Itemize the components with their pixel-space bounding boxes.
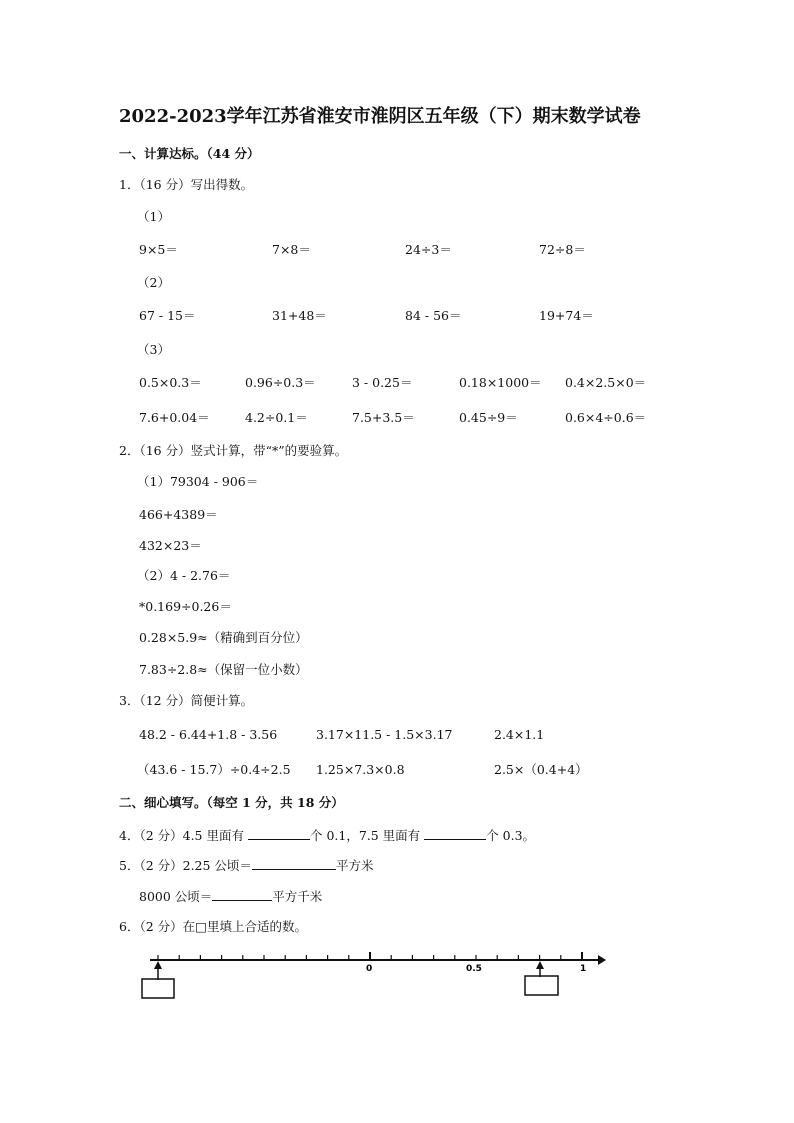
q4-line [119,827,535,844]
q5-line-2 [139,888,322,905]
q3-item: 2.4×1.1 [494,727,545,742]
q1-part3-item: 7.6+0.04＝ [139,410,210,425]
number-line-arrowhead [598,955,606,965]
q3-item: 1.25×7.3×0.8 [316,762,405,777]
q3-stem: 3．（12 分）简便计算。 [119,693,254,708]
q4-text-c: 个 0.3。 [486,828,536,843]
q3-item: （43.6 - 15.7）÷0.4÷2.5 [137,762,291,777]
q5-text-a: 5．（2 分）2.25 公顷＝ [119,858,252,873]
q1-part1-item: 24÷3＝ [405,242,452,257]
q4-answer-blank-1[interactable] [248,827,310,840]
q1-part1-item: 9×5＝ [139,242,178,257]
q1-part3-label: （3） [137,342,170,357]
tick-label-0.5: 0.5 [466,964,482,974]
section-2-heading: 二、细心填写。（每空 1 分，共 18 分） [119,795,344,810]
q1-part1-label: （1） [137,209,170,224]
q4-text-b: 个 0.1，7.5 里面有 [309,828,421,843]
q1-part2-item: 19+74＝ [539,308,594,323]
q1-part3-item: 0.6×4÷0.6＝ [565,410,647,425]
section-1-heading: 一、计算达标。（44 分） [119,146,260,161]
q1-part2-label: （2） [137,275,170,290]
tick-label-0: 0 [366,964,373,974]
q4-answer-blank-2[interactable] [424,827,486,840]
left-pointer-arrowhead [154,961,162,969]
q3-item: 48.2 - 6.44+1.8 - 3.56 [139,727,278,742]
q2-line: 0.28×5.9≈（精确到百分位） [139,630,308,645]
q1-stem: 1．（16 分）写出得数。 [119,177,254,192]
right-pointer-arrowhead [536,961,544,969]
q1-part3-item: 0.4×2.5×0＝ [565,375,647,390]
q1-part3-item: 4.2÷0.1＝ [245,410,308,425]
q1-part3-item: 0.18×1000＝ [459,375,542,390]
q3-item: 3.17×11.5 - 1.5×3.17 [316,727,453,742]
q1-part3-item: 3 - 0.25＝ [352,375,413,390]
q4-text-a: 4．（2 分）4.5 里面有 [119,828,244,843]
q2-line: 432×23＝ [139,538,202,553]
q5-answer-blank-1[interactable] [252,857,336,870]
q2-stem: 2．（16 分）竖式计算，带“*”的要验算。 [119,443,348,458]
q2-line: （2）4 - 2.76＝ [137,568,231,583]
right-answer-box[interactable] [525,976,558,995]
q1-part1-item: 72÷8＝ [539,242,586,257]
q1-part1-item: 7×8＝ [272,242,311,257]
q1-part3-item: 0.96÷0.3＝ [245,375,316,390]
q5-answer-blank-2[interactable] [212,888,272,901]
q6-stem: 6．（2 分）在□里填上合适的数。 [119,919,307,934]
q5-line-1 [119,857,373,874]
q1-part3-item: 7.5+3.5＝ [352,410,415,425]
q2-line: 466+4389＝ [139,507,218,522]
left-answer-box[interactable] [142,979,174,998]
q5-text-d: 平方千米 [272,889,323,904]
number-line-ticks [158,952,582,960]
q2-line: （1）79304 - 906＝ [137,474,259,489]
q2-line: 7.83÷2.8≈（保留一位小数） [139,662,308,677]
q3-item: 2.5×（0.4+4） [494,762,588,777]
number-line-figure [0,940,794,1020]
q5-text-c: 8000 公顷＝ [139,889,213,904]
q1-part3-item: 0.5×0.3＝ [139,375,202,390]
q2-line: *0.169÷0.26＝ [139,599,232,614]
q5-text-b: 平方米 [335,858,374,873]
q1-part2-item: 84 - 56＝ [405,308,462,323]
q1-part2-item: 31+48＝ [272,308,327,323]
page-title: 2022-2023学年江苏省淮安市淮阴区五年级（下）期末数学试卷 [119,106,641,127]
tick-label-1: 1 [580,964,587,974]
q1-part2-item: 67 - 15＝ [139,308,196,323]
q1-part3-item: 0.45÷9＝ [459,410,518,425]
